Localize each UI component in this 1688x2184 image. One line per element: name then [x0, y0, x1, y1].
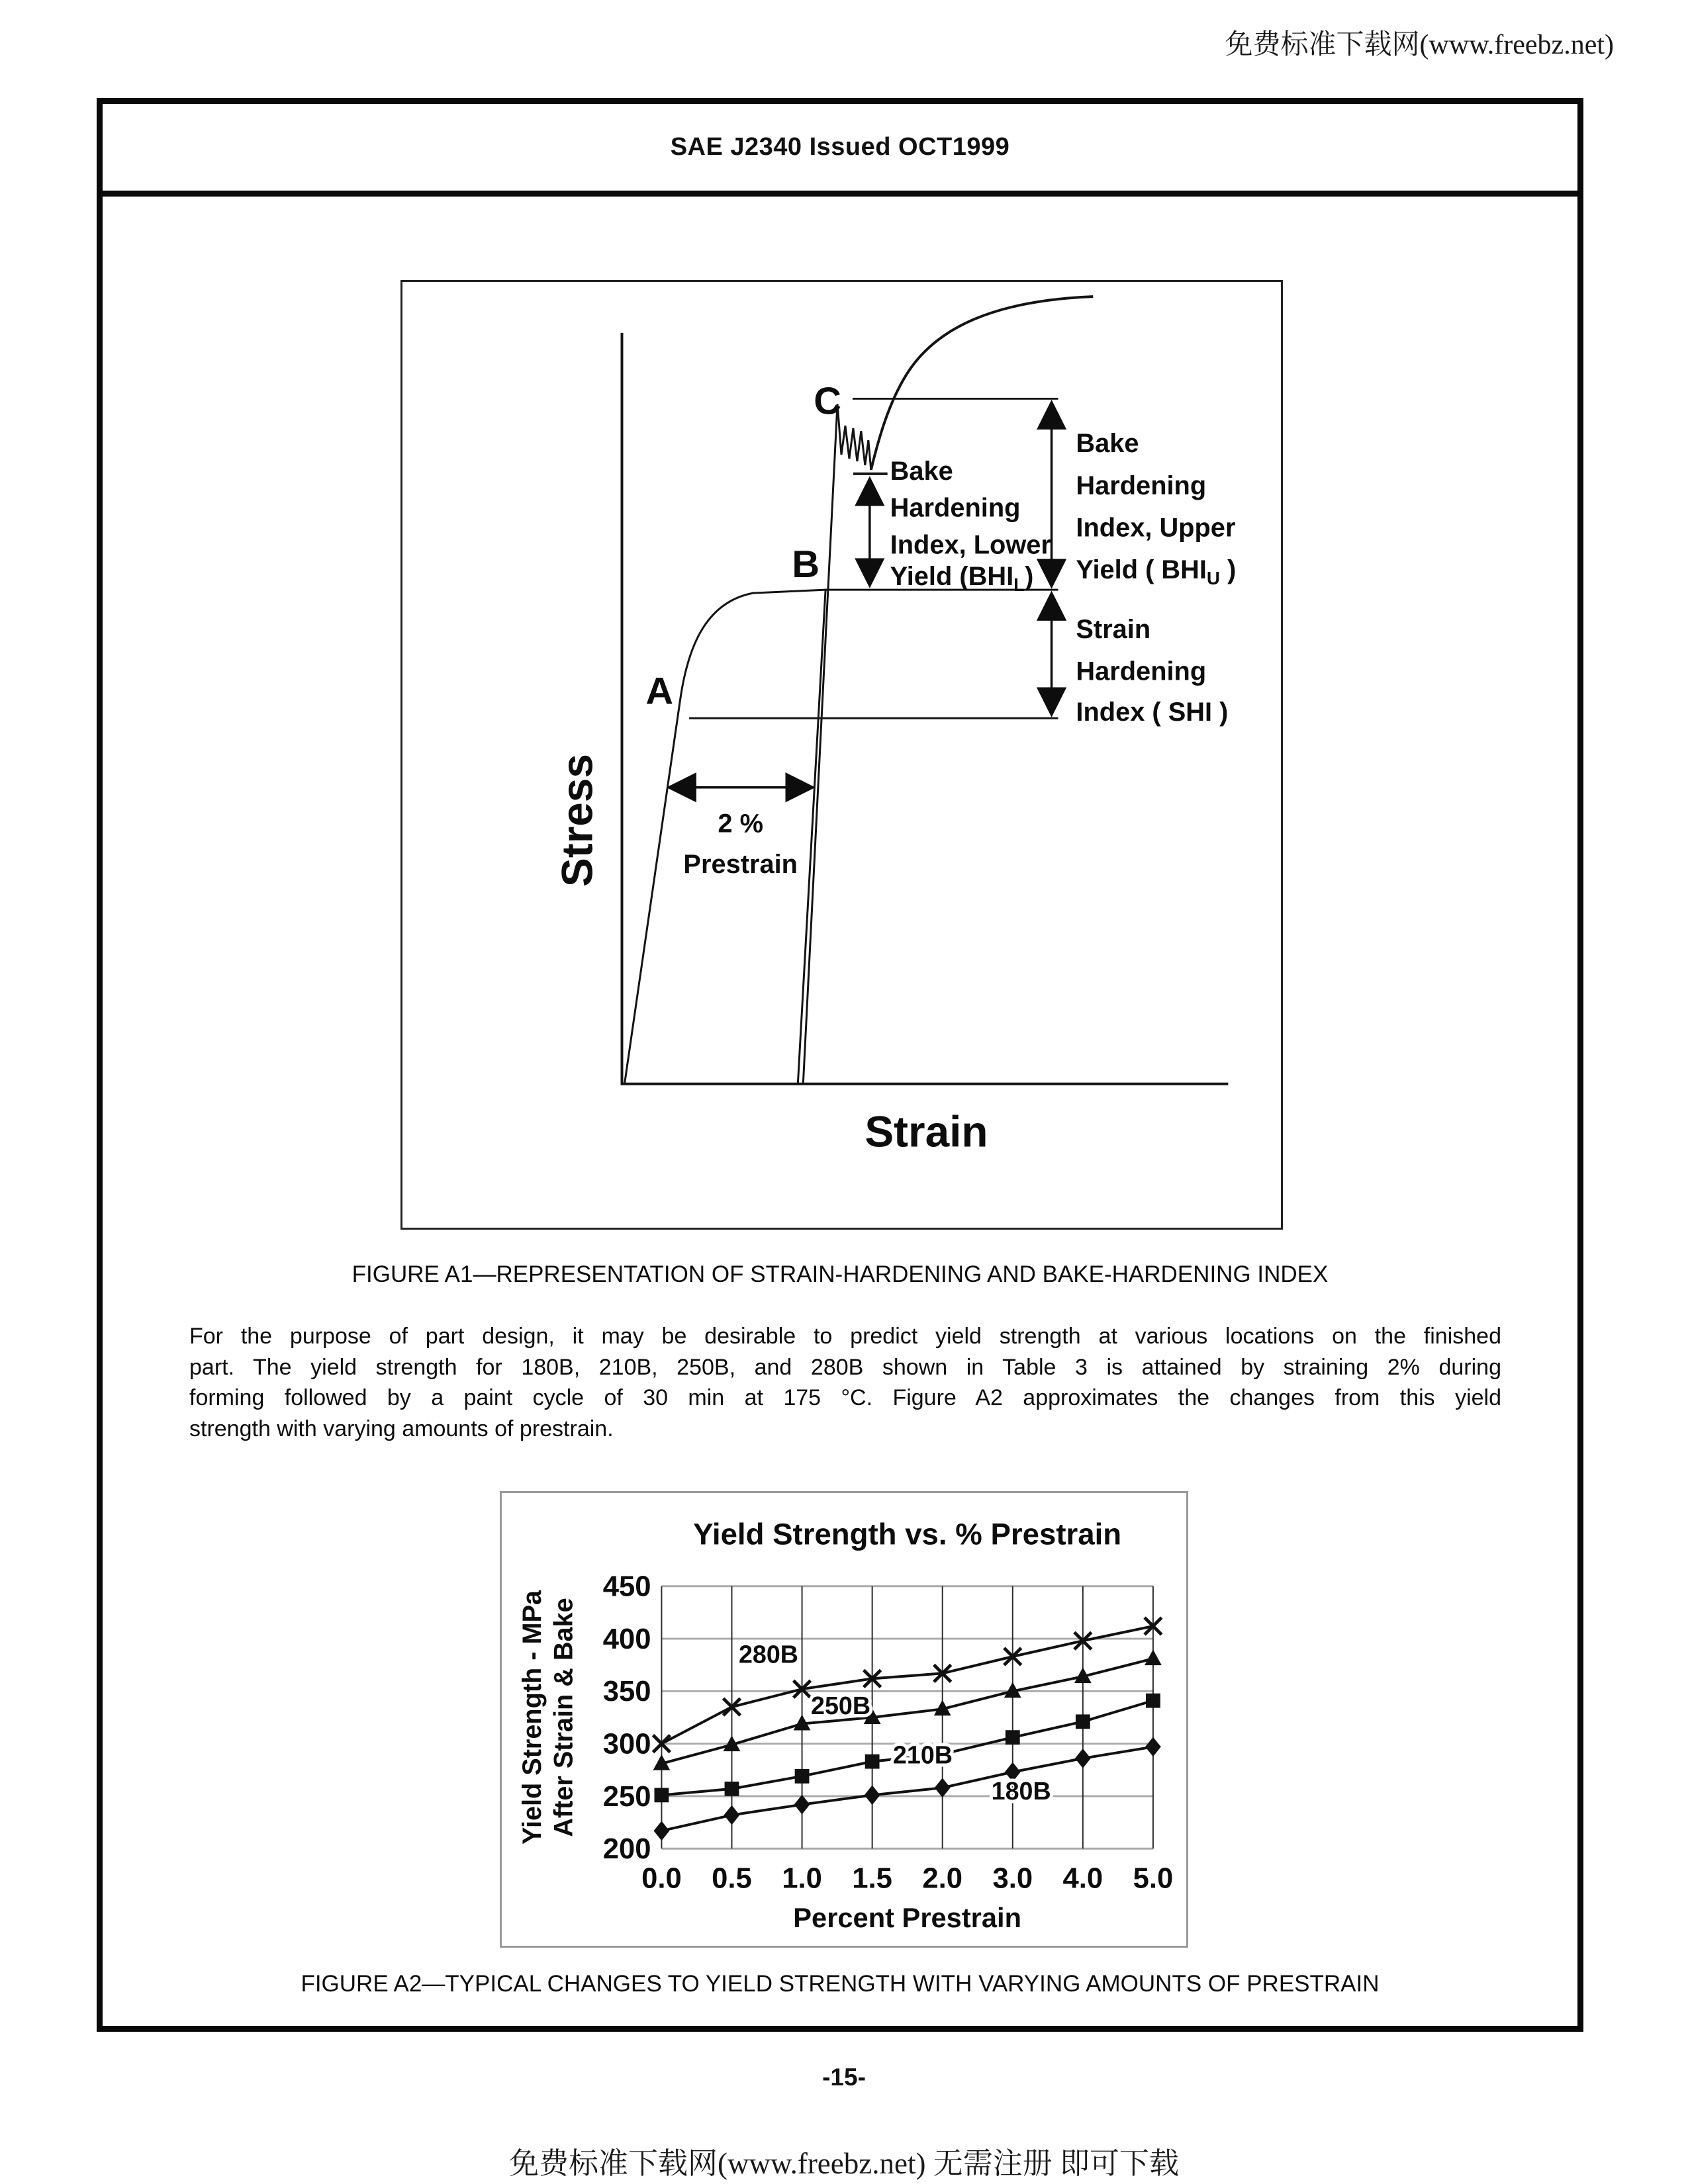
marker-square	[1146, 1694, 1160, 1708]
marker-square	[795, 1769, 810, 1784]
bhi-upper-text	[1076, 429, 1236, 588]
serration-zigzag	[837, 404, 871, 470]
y-tick-label: 350	[602, 1676, 651, 1708]
document-title: SAE J2340 Issued OCT1999	[670, 133, 1010, 161]
site-watermark-footer: 免费标准下载网(www.freebz.net) 无需注册 即可下载	[509, 2147, 1179, 2180]
svg-text:Index, Lower: Index, Lower	[890, 530, 1051, 560]
page-number: -15-	[822, 2064, 866, 2091]
x-tick-label: 4.0	[1062, 1862, 1103, 1895]
chart-title: Yield Strength vs. % Prestrain	[693, 1517, 1122, 1551]
y-tick-label: 450	[602, 1570, 651, 1603]
title-bar	[103, 104, 1577, 197]
marker-diamond	[724, 1805, 740, 1825]
svg-text:Strain: Strain	[1076, 614, 1151, 644]
stress-axis-label: Stress	[553, 754, 602, 887]
prestrain-word-label: Prestrain	[683, 850, 798, 880]
site-watermark-header: 免费标准下载网(www.freebz.net)	[1225, 30, 1614, 60]
strain-axis-label: Strain	[865, 1107, 988, 1156]
svg-text:Hardening: Hardening	[1076, 657, 1207, 686]
svg-text:Bake: Bake	[1076, 429, 1139, 459]
marker-triangle	[1145, 1649, 1162, 1665]
x-tick-label: 0.5	[712, 1862, 752, 1895]
series-label-250B: 250B	[811, 1692, 871, 1720]
marker-diamond	[865, 1786, 880, 1805]
series-label-180B: 180B	[991, 1776, 1051, 1805]
y-tick-label: 200	[602, 1833, 651, 1866]
marker-square	[865, 1754, 880, 1769]
figure-a2-chart	[502, 1493, 1186, 1946]
x-tick-label: 1.5	[852, 1862, 892, 1895]
series-label-280B: 280B	[738, 1640, 799, 1668]
svg-text:Hardening: Hardening	[1076, 471, 1207, 500]
svg-text:Bake: Bake	[890, 456, 953, 486]
marker-square	[1076, 1714, 1090, 1729]
body-paragraph	[189, 1321, 1501, 1444]
marker-diamond	[935, 1778, 951, 1797]
paragraph-line: forming followed by a paint cycle of 30 min at 175 °C. Figure A2 approximates the changes from this yield	[189, 1385, 1501, 1410]
unload-line	[798, 590, 825, 1084]
paragraph-line: part. The yield strength for 180B, 210B, 250B, and 280B shown in Table 3 is attained by straining 2% during	[189, 1354, 1501, 1380]
figure-a2	[500, 1491, 1188, 1948]
point-b-label: B	[792, 543, 820, 586]
x-tick-label: 5.0	[1133, 1862, 1174, 1895]
marker-square	[655, 1788, 669, 1802]
y-axis-title-line1: Yield Strength - MPa	[518, 1590, 547, 1845]
x-tick-label: 0.0	[641, 1862, 682, 1895]
series-label-210B: 210B	[892, 1741, 953, 1769]
y-tick-label: 250	[602, 1780, 651, 1813]
svg-text:Yield (BHIL): Yield $(BHI_L)$	[890, 562, 1034, 596]
x-tick-label: 2.0	[922, 1862, 963, 1895]
x-axis-title: Percent Prestrain	[793, 1902, 1022, 1934]
paragraph-line: strength with varying amounts of prestrain.	[189, 1416, 614, 1441]
svg-text:Index ( SHI ): Index ( SHI )	[1076, 698, 1229, 727]
y-tick-label: 300	[602, 1728, 651, 1760]
marker-diamond	[794, 1795, 810, 1815]
svg-text:Yield ( BHIU ): Yield ( $BHI_U$ )	[1076, 555, 1237, 589]
marker-diamond	[654, 1821, 670, 1841]
y-tick-label: 400	[602, 1623, 651, 1655]
marker-diamond	[1145, 1737, 1161, 1757]
figure-a1-caption: FIGURE A1—REPRESENTATION OF STRAIN-HARDENING AND BAKE-HARDENING INDEX	[352, 1261, 1329, 1287]
figure-a2-caption: FIGURE A2—TYPICAL CHANGES TO YIELD STRENGTH WITH VARYING AMOUNTS OF PRESTRAIN	[301, 1971, 1380, 1997]
figure-a1-diagram	[402, 282, 1281, 1228]
x-tick-label: 1.0	[782, 1862, 822, 1895]
prestrain-value-label: 2 %	[718, 809, 763, 839]
post-bake-curve	[871, 296, 1093, 470]
bhi-lower-text	[890, 457, 1051, 595]
point-a-label: A	[645, 670, 674, 713]
marker-square	[725, 1782, 739, 1796]
shi-text	[1076, 615, 1228, 727]
point-c-label: C	[814, 380, 841, 423]
svg-text:Index, Upper: Index, Upper	[1076, 513, 1236, 543]
svg-text:Hardening: Hardening	[890, 493, 1021, 523]
paragraph-line: For the purpose of part design, it may be desirable to predict yield strength at various locations on the finished	[189, 1324, 1501, 1349]
reload-line	[803, 404, 837, 1083]
marker-diamond	[1075, 1749, 1091, 1768]
y-axis-title-line2: After Strain & Bake	[549, 1598, 579, 1837]
figure-a1	[400, 280, 1283, 1230]
x-tick-label: 3.0	[992, 1862, 1033, 1895]
marker-square	[1006, 1730, 1020, 1745]
